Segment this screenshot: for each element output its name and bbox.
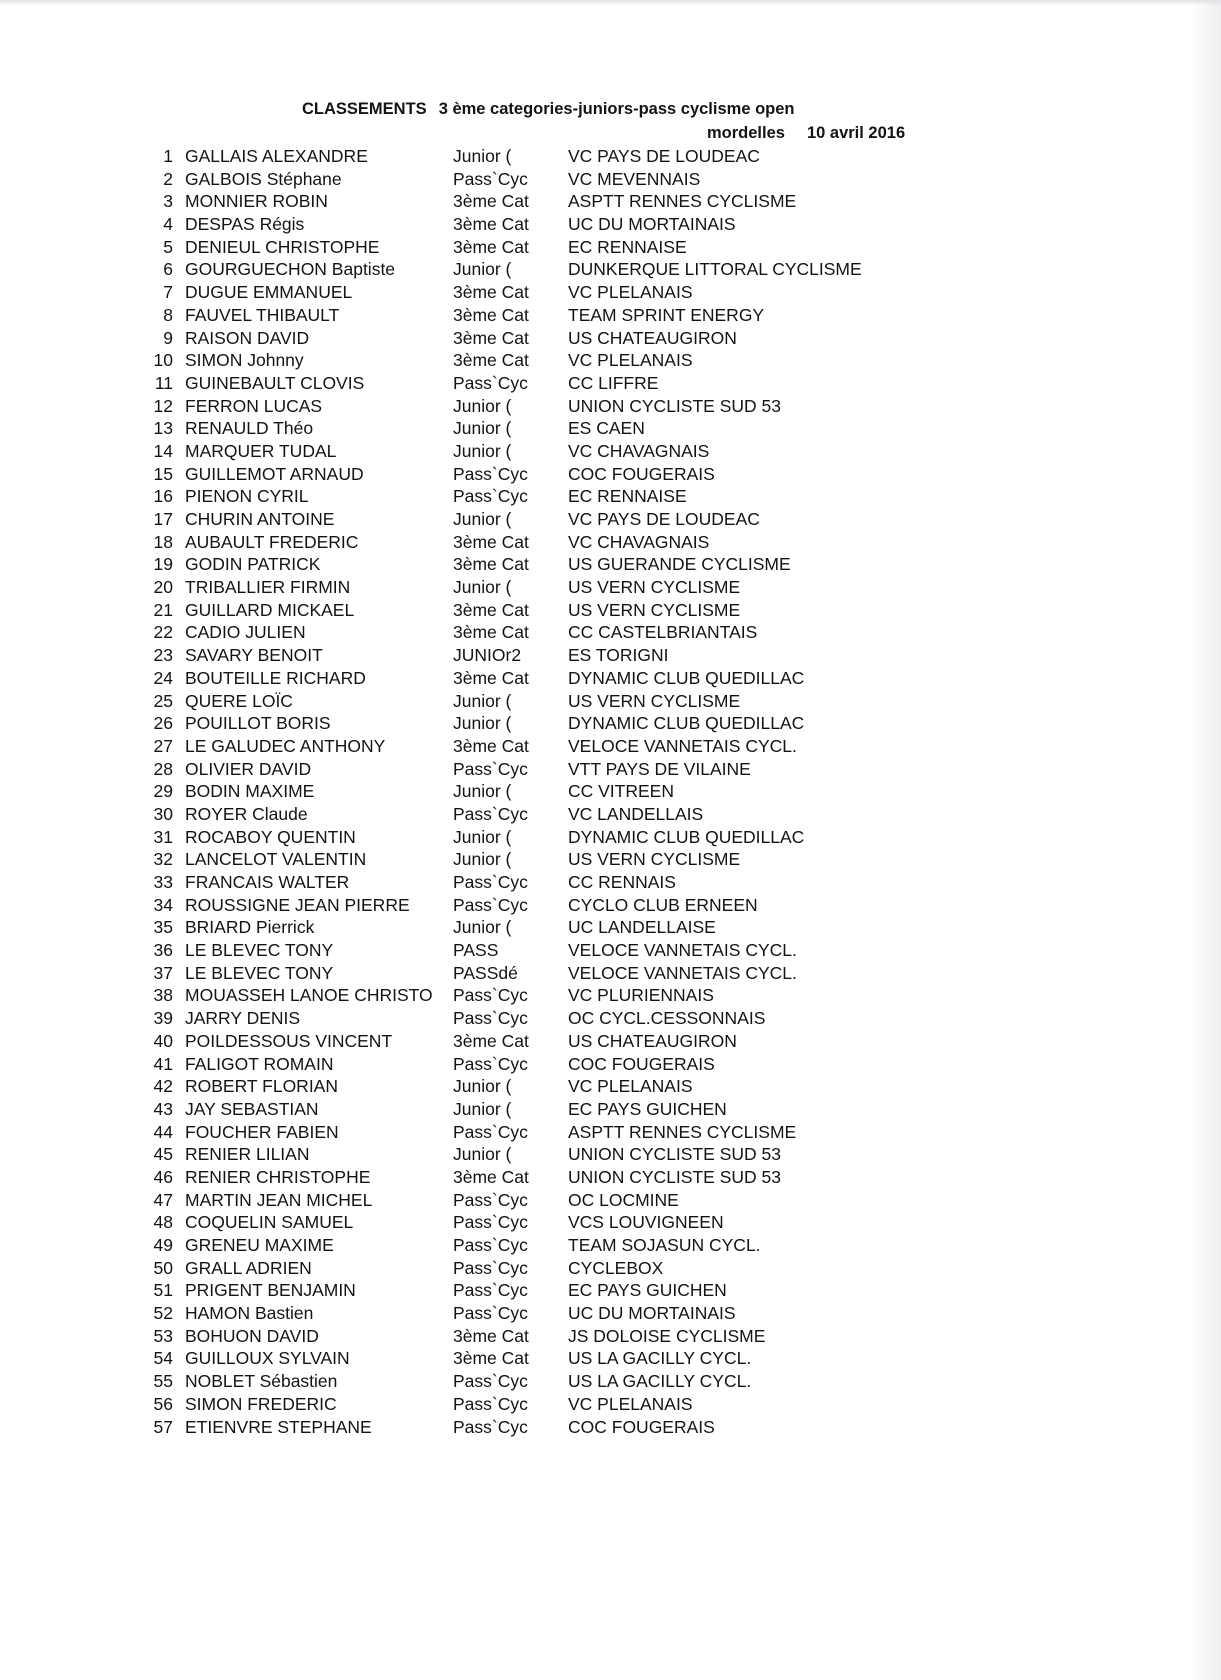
result-category: Pass`Cyc bbox=[453, 1121, 528, 1142]
result-club: COC FOUGERAIS bbox=[568, 1416, 715, 1437]
result-category: Junior ( bbox=[453, 781, 512, 802]
result-row bbox=[0, 531, 1221, 554]
result-row bbox=[0, 463, 1221, 486]
result-name: ROYER Claude bbox=[185, 803, 308, 824]
result-category: Junior ( bbox=[453, 849, 512, 870]
result-name: MONNIER ROBIN bbox=[185, 191, 328, 212]
result-rank: 47 bbox=[153, 1189, 173, 1210]
result-category: Pass`Cyc bbox=[453, 1416, 528, 1437]
result-category: Pass`Cyc bbox=[453, 894, 528, 915]
result-club: COC FOUGERAIS bbox=[568, 463, 715, 484]
result-club: US VERN CYCLISME bbox=[568, 690, 741, 711]
result-row bbox=[0, 372, 1221, 395]
result-name: GUILLEMOT ARNAUD bbox=[185, 463, 364, 484]
result-category: Pass`Cyc bbox=[453, 1189, 528, 1210]
result-category: Junior ( bbox=[453, 440, 512, 461]
result-category: PASS bbox=[453, 940, 499, 961]
result-club: EC PAYS GUICHEN bbox=[568, 1098, 727, 1119]
result-category: 3ème Cat bbox=[453, 1348, 529, 1369]
result-club: VELOCE VANNETAIS CYCL. bbox=[568, 940, 797, 961]
result-rank: 25 bbox=[153, 690, 173, 711]
result-club: VC LANDELLAIS bbox=[568, 803, 704, 824]
result-rank: 1 bbox=[163, 146, 173, 166]
result-category: Junior ( bbox=[453, 1098, 512, 1119]
result-rank: 11 bbox=[154, 372, 173, 393]
result-name: GUINEBAULT CLOVIS bbox=[185, 372, 365, 393]
result-name: BOUTEILLE RICHARD bbox=[185, 667, 366, 688]
result-row bbox=[0, 508, 1221, 531]
result-row bbox=[0, 1234, 1221, 1257]
result-row bbox=[0, 168, 1221, 191]
result-club: US VERN CYCLISME bbox=[568, 849, 741, 870]
result-name: CADIO JULIEN bbox=[185, 622, 306, 643]
result-rank: 48 bbox=[153, 1212, 173, 1233]
result-name: GRALL ADRIEN bbox=[185, 1257, 312, 1278]
result-rank: 16 bbox=[153, 486, 173, 507]
result-row bbox=[0, 349, 1221, 372]
result-row bbox=[0, 644, 1221, 667]
result-category: Pass`Cyc bbox=[453, 1303, 528, 1324]
result-category: Junior ( bbox=[453, 509, 512, 529]
result-club: TEAM SOJASUN CYCL. bbox=[568, 1235, 761, 1255]
result-name: OLIVIER DAVID bbox=[185, 758, 312, 779]
result-club: US CHATEAUGIRON bbox=[568, 327, 737, 348]
result-club: TEAM SPRINT ENERGY bbox=[568, 304, 765, 325]
result-category: Pass`Cyc bbox=[453, 1053, 528, 1074]
result-name: RENIER LILIAN bbox=[185, 1144, 310, 1165]
result-rank: 44 bbox=[153, 1121, 173, 1142]
result-club: ES CAEN bbox=[568, 418, 645, 439]
result-row bbox=[0, 281, 1221, 304]
result-category: Junior ( bbox=[453, 577, 512, 598]
result-name: GUILLOUX SYLVAIN bbox=[185, 1348, 350, 1369]
result-row bbox=[0, 1211, 1221, 1234]
result-category: Pass`Cyc bbox=[453, 1393, 528, 1414]
result-category: Pass`Cyc bbox=[453, 486, 528, 507]
result-club: US VERN CYCLISME bbox=[568, 599, 741, 620]
result-name: GALLAIS ALEXANDRE bbox=[185, 146, 368, 166]
result-club: US LA GACILLY CYCL. bbox=[568, 1371, 752, 1392]
result-rank: 53 bbox=[153, 1325, 173, 1346]
result-name: ROBERT FLORIAN bbox=[185, 1076, 338, 1097]
scan-shadow-top bbox=[0, 0, 1221, 6]
result-club: VTT PAYS DE VILAINE bbox=[568, 758, 751, 779]
result-row bbox=[0, 190, 1221, 213]
result-rank: 8 bbox=[163, 304, 173, 325]
result-row bbox=[0, 848, 1221, 871]
result-rank: 19 bbox=[153, 554, 173, 575]
result-category: 3ème Cat bbox=[453, 1030, 529, 1051]
result-row bbox=[0, 1143, 1221, 1166]
result-club: UNION CYCLISTE SUD 53 bbox=[568, 395, 781, 416]
result-rank: 29 bbox=[153, 781, 173, 802]
result-club: ASPTT RENNES CYCLISME bbox=[568, 1121, 797, 1142]
result-rank: 23 bbox=[153, 645, 173, 666]
result-category: Junior ( bbox=[453, 418, 512, 439]
result-row bbox=[0, 599, 1221, 622]
result-rank: 55 bbox=[153, 1371, 173, 1392]
result-name: DENIEUL CHRISTOPHE bbox=[185, 236, 380, 257]
result-club: US LA GACILLY CYCL. bbox=[568, 1348, 752, 1369]
result-category: Junior ( bbox=[453, 826, 512, 847]
result-row bbox=[0, 1121, 1221, 1144]
result-name: ETIENVRE STEPHANE bbox=[185, 1416, 372, 1437]
result-club: VELOCE VANNETAIS CYCL. bbox=[568, 735, 797, 756]
result-category: 3ème Cat bbox=[453, 667, 529, 688]
result-row bbox=[0, 1302, 1221, 1325]
result-category: Pass`Cyc bbox=[453, 1212, 528, 1233]
result-name: AUBAULT FREDERIC bbox=[185, 531, 359, 552]
result-row bbox=[0, 939, 1221, 962]
result-rank: 7 bbox=[163, 282, 173, 303]
result-category: Junior ( bbox=[453, 395, 512, 416]
result-name: LE BLEVEC TONY bbox=[185, 962, 334, 983]
result-club: CYCLO CLUB ERNEEN bbox=[568, 894, 758, 915]
result-name: COQUELIN SAMUEL bbox=[185, 1212, 354, 1233]
result-category: Pass`Cyc bbox=[453, 803, 528, 824]
result-club: UNION CYCLISTE SUD 53 bbox=[568, 1166, 781, 1187]
result-category: Pass`Cyc bbox=[453, 1008, 528, 1029]
result-club: ES TORIGNI bbox=[568, 645, 669, 666]
result-name: POILDESSOUS VINCENT bbox=[185, 1030, 393, 1051]
result-row bbox=[0, 758, 1221, 781]
result-rank: 42 bbox=[153, 1076, 173, 1097]
result-rank: 45 bbox=[153, 1144, 173, 1165]
result-club: COC FOUGERAIS bbox=[568, 1053, 715, 1074]
result-club: CC LIFFRE bbox=[568, 372, 659, 393]
result-name: SIMON FREDERIC bbox=[185, 1393, 337, 1414]
result-category: Pass`Cyc bbox=[453, 758, 528, 779]
document-subtitle: 3 ème categories-juniors-pass cyclisme open bbox=[438, 100, 795, 118]
result-row bbox=[0, 304, 1221, 327]
result-category: Junior ( bbox=[453, 146, 512, 166]
result-name: FRANCAIS WALTER bbox=[185, 872, 350, 892]
result-row bbox=[0, 395, 1221, 418]
result-name: GOURGUECHON Baptiste bbox=[185, 259, 396, 280]
result-club: VC PLELANAIS bbox=[568, 1393, 693, 1414]
result-rank: 43 bbox=[153, 1098, 173, 1119]
result-row bbox=[0, 553, 1221, 576]
result-category: Pass`Cyc bbox=[453, 372, 528, 393]
result-name: MARTIN JEAN MICHEL bbox=[185, 1189, 373, 1210]
result-row bbox=[0, 667, 1221, 690]
result-category: 3ème Cat bbox=[453, 282, 529, 303]
result-rank: 36 bbox=[153, 940, 173, 961]
result-category: Pass`Cyc bbox=[453, 463, 528, 484]
result-club: VC PLELANAIS bbox=[568, 350, 693, 371]
result-name: PRIGENT BENJAMIN bbox=[185, 1280, 356, 1301]
result-row bbox=[0, 1347, 1221, 1370]
result-club: VC MEVENNAIS bbox=[568, 168, 701, 189]
result-rank: 5 bbox=[163, 236, 173, 257]
result-row bbox=[0, 485, 1221, 508]
result-club: US CHATEAUGIRON bbox=[568, 1030, 737, 1051]
result-name: JARRY DENIS bbox=[185, 1008, 301, 1029]
event-info bbox=[707, 124, 905, 143]
document-title: CLASSEMENTS bbox=[302, 100, 427, 118]
result-category: Pass`Cyc bbox=[453, 1235, 528, 1255]
result-row bbox=[0, 145, 1221, 168]
result-name: BODIN MAXIME bbox=[185, 781, 315, 802]
result-category: Junior ( bbox=[453, 917, 512, 938]
result-club: VC CHAVAGNAIS bbox=[568, 531, 710, 552]
result-row bbox=[0, 1279, 1221, 1302]
result-row bbox=[0, 690, 1221, 713]
result-category: 3ème Cat bbox=[453, 599, 529, 620]
result-category: Pass`Cyc bbox=[453, 872, 528, 892]
result-club: CC VITREEN bbox=[568, 781, 674, 802]
result-rank: 26 bbox=[153, 713, 173, 734]
result-rank: 56 bbox=[153, 1393, 173, 1414]
result-rank: 46 bbox=[153, 1166, 173, 1187]
result-rank: 37 bbox=[153, 962, 173, 983]
result-club: VELOCE VANNETAIS CYCL. bbox=[568, 962, 797, 983]
result-name: FERRON LUCAS bbox=[185, 395, 323, 416]
result-name: LE BLEVEC TONY bbox=[185, 940, 334, 961]
result-club: EC RENNAISE bbox=[568, 236, 687, 257]
result-name: BRIARD Pierrick bbox=[185, 917, 315, 938]
result-category: 3ème Cat bbox=[453, 214, 529, 235]
result-rank: 9 bbox=[163, 327, 173, 348]
result-club: UNION CYCLISTE SUD 53 bbox=[568, 1144, 781, 1165]
result-row bbox=[0, 1370, 1221, 1393]
result-row bbox=[0, 236, 1221, 259]
result-name: JAY SEBASTIAN bbox=[185, 1098, 319, 1119]
result-name: SIMON Johnny bbox=[185, 350, 304, 371]
result-rank: 30 bbox=[153, 803, 173, 824]
result-rank: 17 bbox=[153, 509, 173, 529]
result-club: VC PAYS DE LOUDEAC bbox=[568, 146, 760, 166]
result-row bbox=[0, 621, 1221, 644]
result-row bbox=[0, 826, 1221, 849]
result-name: GODIN PATRICK bbox=[185, 554, 321, 575]
result-row bbox=[0, 1393, 1221, 1416]
result-category: 3ème Cat bbox=[453, 554, 529, 575]
result-row bbox=[0, 1416, 1221, 1439]
result-row bbox=[0, 1075, 1221, 1098]
result-rank: 14 bbox=[153, 440, 173, 461]
result-club: OC LOCMINE bbox=[568, 1189, 679, 1210]
result-row bbox=[0, 984, 1221, 1007]
result-name: CHURIN ANTOINE bbox=[185, 509, 335, 529]
result-club: VC CHAVAGNAIS bbox=[568, 440, 710, 461]
result-name: DESPAS Régis bbox=[185, 214, 305, 235]
result-rank: 32 bbox=[153, 849, 173, 870]
result-club: UC DU MORTAINAIS bbox=[568, 214, 736, 235]
result-rank: 6 bbox=[163, 259, 173, 280]
result-category: 3ème Cat bbox=[453, 327, 529, 348]
result-rank: 50 bbox=[153, 1257, 173, 1278]
result-club: US VERN CYCLISME bbox=[568, 577, 741, 598]
result-club: CC CASTELBRIANTAIS bbox=[568, 622, 758, 643]
result-row bbox=[0, 803, 1221, 826]
result-rank: 24 bbox=[153, 667, 173, 688]
document-header bbox=[302, 100, 795, 119]
result-name: PIENON CYRIL bbox=[185, 486, 309, 507]
result-row bbox=[0, 258, 1221, 281]
result-name: RAISON DAVID bbox=[185, 327, 310, 348]
result-club: OC CYCL.CESSONNAIS bbox=[568, 1008, 766, 1029]
result-rank: 33 bbox=[153, 872, 173, 892]
result-rank: 18 bbox=[153, 531, 173, 552]
result-row bbox=[0, 916, 1221, 939]
result-rank: 20 bbox=[153, 577, 173, 598]
result-rank: 39 bbox=[153, 1008, 173, 1029]
result-club: VC PLELANAIS bbox=[568, 1076, 693, 1097]
result-row bbox=[0, 962, 1221, 985]
result-rank: 52 bbox=[153, 1303, 173, 1324]
result-row bbox=[0, 1257, 1221, 1280]
result-category: Junior ( bbox=[453, 1144, 512, 1165]
result-row bbox=[0, 440, 1221, 463]
result-category: PASSdé bbox=[453, 962, 518, 983]
result-club: DUNKERQUE LITTORAL CYCLISME bbox=[568, 259, 862, 280]
result-name: MARQUER TUDAL bbox=[185, 440, 337, 461]
result-name: HAMON Bastien bbox=[185, 1303, 314, 1324]
result-row bbox=[0, 871, 1221, 894]
result-rank: 38 bbox=[153, 985, 173, 1006]
result-rank: 2 bbox=[163, 168, 173, 189]
result-rank: 57 bbox=[153, 1416, 173, 1437]
result-category: 3ème Cat bbox=[453, 304, 529, 325]
result-category: JUNIOr2 bbox=[453, 645, 522, 666]
result-name: FAUVEL THIBAULT bbox=[185, 304, 340, 325]
result-row bbox=[0, 327, 1221, 350]
result-category: 3ème Cat bbox=[453, 531, 529, 552]
result-name: LE GALUDEC ANTHONY bbox=[185, 735, 386, 756]
result-club: VCS LOUVIGNEEN bbox=[568, 1212, 724, 1233]
result-club: US GUERANDE CYCLISME bbox=[568, 554, 791, 575]
result-row bbox=[0, 1007, 1221, 1030]
result-name: MOUASSEH LANOE CHRISTO bbox=[185, 985, 433, 1006]
result-name: GUILLARD MICKAEL bbox=[185, 599, 355, 620]
result-rank: 13 bbox=[153, 418, 173, 439]
result-name: DUGUE EMMANUEL bbox=[185, 282, 353, 303]
result-name: BOHUON DAVID bbox=[185, 1325, 319, 1346]
result-name: ROUSSIGNE JEAN PIERRE bbox=[185, 894, 410, 915]
result-row bbox=[0, 712, 1221, 735]
result-rank: 41 bbox=[153, 1053, 173, 1074]
result-row bbox=[0, 417, 1221, 440]
event-date: 10 avril 2016 bbox=[806, 124, 906, 142]
result-rank: 54 bbox=[153, 1348, 173, 1369]
result-name: NOBLET Sébastien bbox=[185, 1371, 338, 1392]
result-club: JS DOLOISE CYCLISME bbox=[568, 1325, 766, 1346]
result-rank: 31 bbox=[153, 826, 173, 847]
result-row bbox=[0, 1166, 1221, 1189]
result-rank: 10 bbox=[153, 350, 173, 371]
result-rank: 28 bbox=[153, 758, 173, 779]
result-name: FALIGOT ROMAIN bbox=[185, 1053, 334, 1074]
result-category: 3ème Cat bbox=[453, 1166, 529, 1187]
result-category: Pass`Cyc bbox=[453, 1257, 528, 1278]
result-club: ASPTT RENNES CYCLISME bbox=[568, 191, 797, 212]
result-rank: 40 bbox=[153, 1030, 173, 1051]
result-club: VC PAYS DE LOUDEAC bbox=[568, 509, 760, 529]
result-row bbox=[0, 894, 1221, 917]
result-club: EC PAYS GUICHEN bbox=[568, 1280, 727, 1301]
result-rank: 4 bbox=[163, 214, 173, 235]
result-club: DYNAMIC CLUB QUEDILLAC bbox=[568, 713, 805, 734]
result-name: RENAULD Théo bbox=[185, 418, 314, 439]
result-name: TRIBALLIER FIRMIN bbox=[185, 577, 351, 598]
result-club: DYNAMIC CLUB QUEDILLAC bbox=[568, 667, 805, 688]
result-row bbox=[0, 213, 1221, 236]
result-rank: 22 bbox=[153, 622, 173, 643]
result-row bbox=[0, 576, 1221, 599]
result-category: 3ème Cat bbox=[453, 1325, 529, 1346]
result-name: POUILLOT BORIS bbox=[185, 713, 331, 734]
result-row bbox=[0, 1189, 1221, 1212]
result-rank: 15 bbox=[153, 463, 173, 484]
result-rank: 12 bbox=[153, 395, 173, 416]
result-club: VC PLELANAIS bbox=[568, 282, 693, 303]
result-row bbox=[0, 780, 1221, 803]
result-name: LANCELOT VALENTIN bbox=[185, 849, 367, 870]
result-name: QUERE LOÏC bbox=[185, 690, 293, 711]
result-club: CC RENNAIS bbox=[568, 872, 676, 892]
result-rank: 49 bbox=[153, 1235, 173, 1255]
result-club: UC LANDELLAISE bbox=[568, 917, 716, 938]
result-category: Junior ( bbox=[453, 1076, 512, 1097]
result-club: DYNAMIC CLUB QUEDILLAC bbox=[568, 826, 805, 847]
result-row bbox=[0, 1098, 1221, 1121]
results-list bbox=[0, 145, 1221, 1438]
result-rank: 3 bbox=[163, 191, 173, 212]
result-category: Pass`Cyc bbox=[453, 1280, 528, 1301]
result-category: Junior ( bbox=[453, 259, 512, 280]
result-category: 3ème Cat bbox=[453, 350, 529, 371]
result-name: FOUCHER FABIEN bbox=[185, 1121, 339, 1142]
result-rank: 35 bbox=[153, 917, 173, 938]
result-category: 3ème Cat bbox=[453, 735, 529, 756]
result-rank: 21 bbox=[153, 599, 173, 620]
result-category: Junior ( bbox=[453, 690, 512, 711]
result-name: GALBOIS Stéphane bbox=[185, 168, 342, 189]
result-rank: 34 bbox=[153, 894, 173, 915]
result-row bbox=[0, 1053, 1221, 1076]
result-category: 3ème Cat bbox=[453, 236, 529, 257]
result-name: RENIER CHRISTOPHE bbox=[185, 1166, 371, 1187]
result-name: ROCABOY QUENTIN bbox=[185, 826, 356, 847]
result-rank: 51 bbox=[153, 1280, 173, 1301]
result-category: Junior ( bbox=[453, 713, 512, 734]
result-club: EC RENNAISE bbox=[568, 486, 687, 507]
result-name: GRENEU MAXIME bbox=[185, 1235, 334, 1255]
event-location: mordelles bbox=[707, 124, 785, 142]
result-category: 3ème Cat bbox=[453, 191, 529, 212]
result-row bbox=[0, 1030, 1221, 1053]
result-club: CYCLEBOX bbox=[568, 1257, 664, 1278]
result-category: Pass`Cyc bbox=[453, 985, 528, 1006]
result-row bbox=[0, 735, 1221, 758]
result-rank: 27 bbox=[153, 735, 173, 756]
result-category: Pass`Cyc bbox=[453, 168, 528, 189]
result-row bbox=[0, 1325, 1221, 1348]
result-category: Pass`Cyc bbox=[453, 1371, 528, 1392]
result-club: VC PLURIENNAIS bbox=[568, 985, 714, 1006]
result-category: 3ème Cat bbox=[453, 622, 529, 643]
result-name: SAVARY BENOIT bbox=[185, 645, 323, 666]
result-club: UC DU MORTAINAIS bbox=[568, 1303, 736, 1324]
